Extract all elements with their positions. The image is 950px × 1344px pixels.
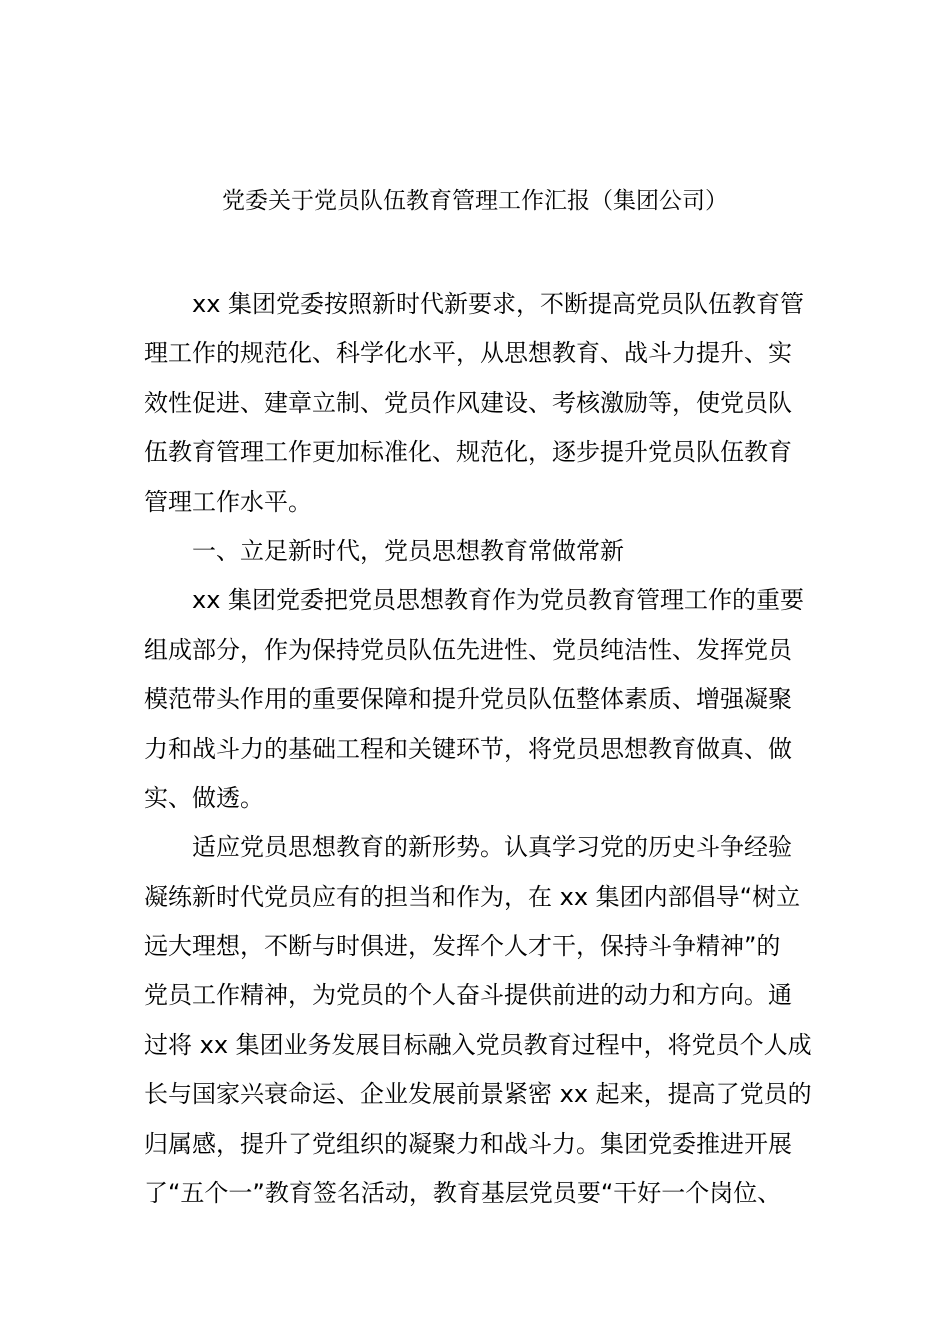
document-body	[144, 280, 824, 1218]
paragraph-line: 组成部分，作为保持党员队伍先进性、党员纯洁性、发挥党员	[144, 635, 792, 664]
paragraph-line: 伍教育管理工作更加标准化、规范化，逐步提升党员队伍教育	[144, 438, 792, 467]
paragraph-line: 过将 xx 集团业务发展目标融入党员教育过程中，将党员个人成	[144, 1030, 812, 1059]
paragraph-line: 理工作的规范化、科学化水平，从思想教育、战斗力提升、实	[144, 339, 792, 368]
paragraph-line: 模范带头作用的重要保障和提升党员队伍整体素质、增强凝聚	[144, 685, 792, 714]
section-heading: 一、立足新时代，党员思想教育常做常新	[192, 536, 624, 565]
paragraph-line: xx 集团党委把党员思想教育作为党员教育管理工作的重要	[192, 586, 805, 615]
paragraph-line: 归属感，提升了党组织的凝聚力和战斗力。集团党委推进开展	[144, 1129, 792, 1158]
paragraph-line: 力和战斗力的基础工程和关键环节，将党员思想教育做真、做	[144, 734, 792, 763]
paragraph-line: 管理工作水平。	[144, 487, 312, 516]
paragraph-line: 适应党员思想教育的新形势。认真学习党的历史斗争经验	[192, 833, 792, 862]
paragraph-line: 党员工作精神，为党员的个人奋斗提供前进的动力和方向。通	[144, 981, 792, 1010]
paragraph-line: xx 集团党委按照新时代新要求，不断提高党员队伍教育管	[192, 290, 805, 318]
paragraph-line: 效性促进、建章立制、党员作风建设、考核激励等，使党员队	[144, 388, 792, 417]
paragraph-line: 了“五个一”教育签名活动，教育基层党员要“干好一个岗位、	[144, 1179, 782, 1208]
paragraph-line: 长与国家兴衰命运、企业发展前景紧密 xx 起来，提高了党员的	[144, 1080, 812, 1109]
document-title: 党委关于党员队伍教育管理工作汇报（集团公司）	[222, 188, 728, 214]
paragraph-line: 凝练新时代党员应有的担当和作为，在 xx 集团内部倡导“树立	[144, 882, 801, 911]
paragraph-line: 实、做透。	[144, 783, 264, 812]
paragraph-line: 远大理想，不断与时俱进，发挥个人才干，保持斗争精神”的	[144, 932, 781, 961]
